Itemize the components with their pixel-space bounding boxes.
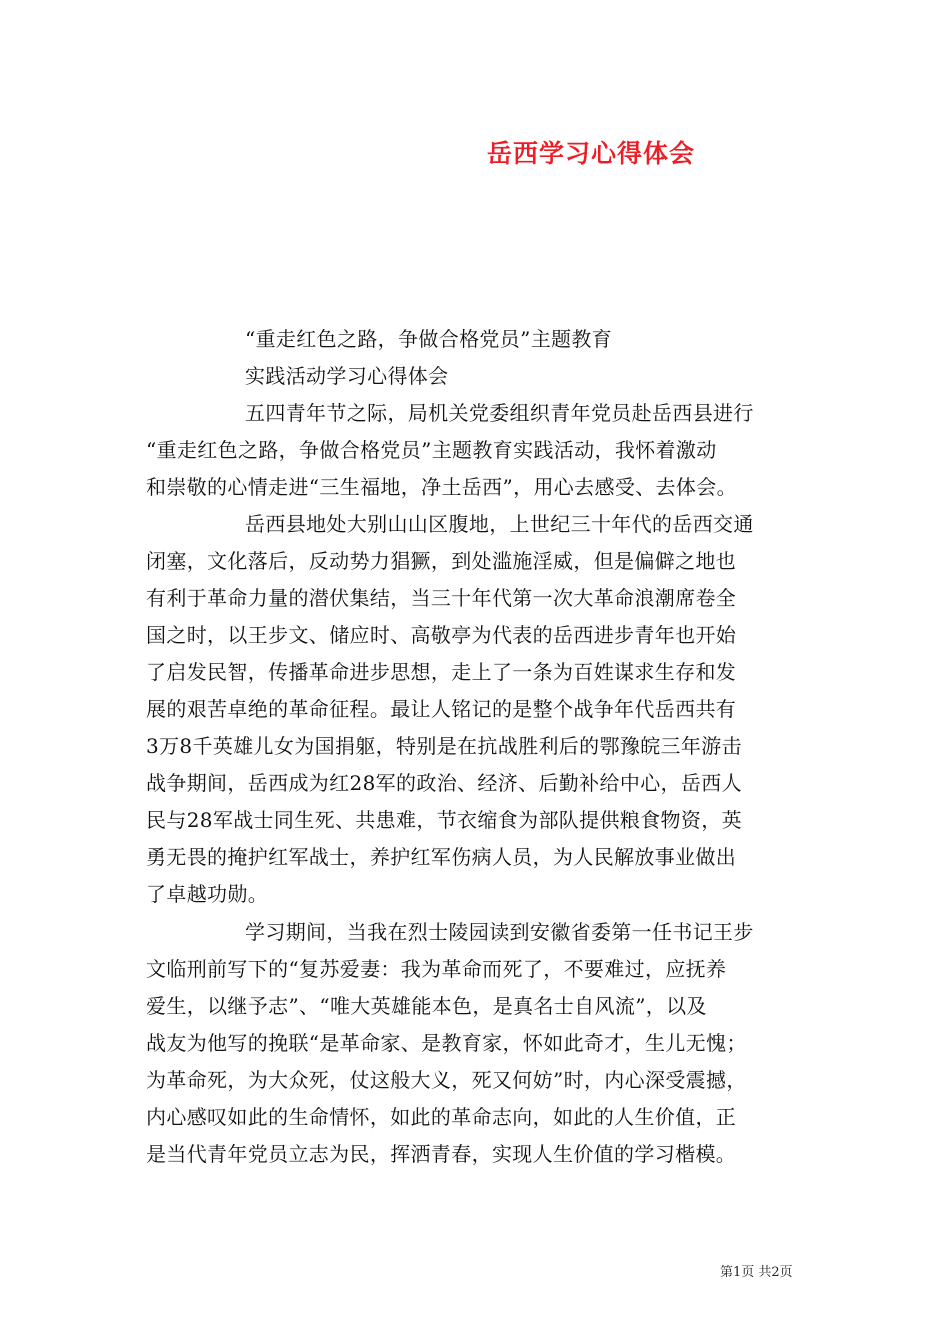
paragraph-3-line-4: 战友为他写的挽联“是革命家、是教育家，怀如此奇才，生儿无愧； (146, 1031, 747, 1055)
paragraph-2-line-8: 战争期间，岳西成为红28军的政治、经济、后勤补给中心，岳西人 (146, 771, 742, 795)
paragraph-1-line-3: 和崇敬的心情走进“三生福地，净土岳西”，用心去感受、去体会。 (146, 475, 737, 499)
paragraph-2-line-10: 勇无畏的掩护红军战士，养护红军伤病人员，为人民解放事业做出 (146, 845, 737, 869)
paragraph-2-line-3: 有利于革命力量的潜伏集结，当三十年代第一次大革命浪潮席卷全 (146, 586, 737, 610)
paragraph-3-line-6: 内心感叹如此的生命情怀，如此的革命志向，如此的人生价值，正 (146, 1105, 737, 1129)
paragraph-1-line-1: 五四青年节之际，局机关党委组织青年党员赴岳西县进行 (245, 401, 754, 425)
paragraph-2-line-1: 岳西县地处大别山山区腹地，上世纪三十年代的岳西交通 (245, 512, 754, 536)
paragraph-2-line-7: 3万8千英雄儿女为国捐躯，特别是在抗战胜利后的鄂豫皖三年游击 (146, 734, 742, 758)
paragraph-3-line-5: 为革命死，为大众死，仗这般大义，死又何妨”时，内心深受震撼， (146, 1068, 747, 1092)
document-title: 岳西学习心得体会 (487, 139, 696, 168)
paragraph-2-line-6: 展的艰苦卓绝的革命征程。最让人铭记的是整个战争年代岳西共有 (146, 697, 737, 721)
subtitle-line-1: “重走红色之路，争做合格党员”主题教育 (245, 327, 613, 351)
paragraph-3-line-2: 文临刑前写下的“复苏爱妻：我为革命而死了，不要难过，应抚养 (146, 957, 727, 981)
paragraph-3-line-7: 是当代青年党员立志为民，挥洒青春，实现人生价值的学习楷模。 (146, 1142, 737, 1166)
paragraph-2-line-2: 闭塞，文化落后，反动势力猖獗，到处滥施淫威，但是偏僻之地也 (146, 549, 737, 573)
paragraph-1-line-2: “重走红色之路，争做合格党员”主题教育实践活动，我怀着激动 (146, 438, 717, 462)
paragraph-2-line-9: 民与28军战士同生死、共患难，节衣缩食为部队提供粮食物资，英 (146, 808, 742, 832)
subtitle-line-2: 实践活动学习心得体会 (245, 364, 449, 388)
paragraph-2-line-11: 了卓越功勋。 (146, 882, 269, 906)
paragraph-2-line-5: 了启发民智，传播革命进步思想，走上了一条为百姓谋求生存和发 (146, 660, 737, 684)
paragraph-3-line-3: 爱生，以继予志”、“唯大英雄能本色，是真名士自风流”，以及 (146, 994, 707, 1018)
paragraph-2-line-4: 国之时，以王步文、储应时、高敬亭为代表的岳西进步青年也开始 (146, 623, 737, 647)
page-number-footer: 第1页 共2页 (720, 1265, 793, 1280)
paragraph-3-line-1: 学习期间，当我在烈士陵园读到安徽省委第一任书记王步 (245, 920, 754, 944)
